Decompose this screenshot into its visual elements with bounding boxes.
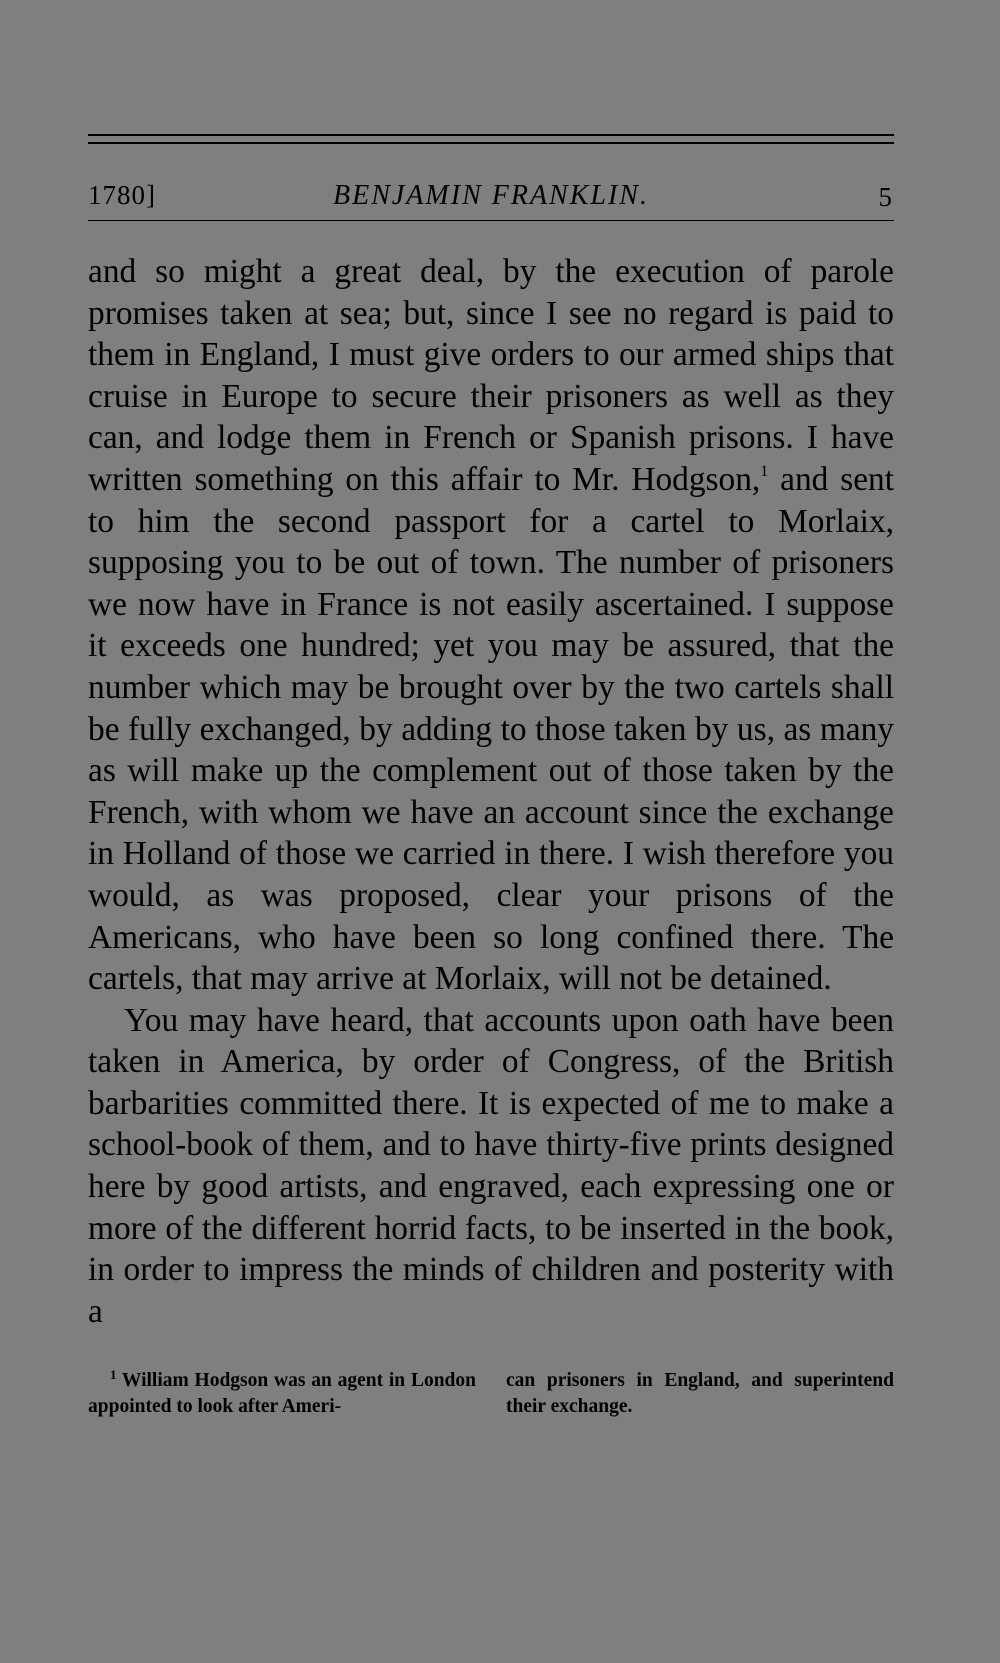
header-double-rule bbox=[88, 134, 894, 144]
paragraph-1-part-1: and so might a great deal, by the execution of parole promises taken at sea; but, since I see no regard is paid to them in England, I must give orders to our armed ships that cruise in Europe to secure their prisoners as well as they can, and lodge them in French or Spanish prisons. I have written something on this affair to Mr. Hodgson, bbox=[88, 253, 894, 498]
footnote-text-1: William Hodgson was an agent in London appointed to look after Ameri- bbox=[88, 1370, 476, 1418]
paragraph-1-part-2: and sent to him the second passport for a cartel to Morlaix, supposing you to be out of town. The number of prisoners we now have in France is not easily ascertained. I suppose it exceeds one hundred; yet you may be assured, that the number which may be brought over by the two cartels shall be fully exchanged, by adding to those taken by us, as many as will make up the complement out of those taken by the French, with whom we have an account since the exchange in Holland of those we carried in there. I wish therefore you would, as was proposed, clear your prisons of the Americans, who have been so long confined there. The cartels, that may arrive at Morlaix, will not be detained. bbox=[88, 460, 894, 998]
footnote-text-2: can prisoners in England, and superintend their exchange. bbox=[506, 1370, 894, 1418]
footnote bbox=[88, 1368, 894, 1420]
footnote-column-1 bbox=[88, 1368, 476, 1420]
paragraph-2: You may have heard, that accounts upon oath have been taken in America, by order of Congress, of the British barbarities committed there. It is expected of me to make a school-book of them, and to have thirty-five prints designed here by good artists, and engraved, each expressing one or more of the different horrid facts, to be inserted in the book, in order to impress the minds of children and posterity with a bbox=[88, 1001, 894, 1330]
running-head bbox=[88, 144, 894, 220]
body-text bbox=[88, 251, 894, 1332]
paragraph-1 bbox=[88, 251, 894, 1000]
page-number: 5 bbox=[878, 182, 892, 212]
footnote-reference: 1 bbox=[760, 462, 769, 480]
footnote-column-2 bbox=[506, 1368, 894, 1420]
running-head-year: 1780] bbox=[88, 180, 156, 210]
header-single-rule bbox=[88, 220, 894, 221]
running-head-title: BENJAMIN FRANKLIN. bbox=[333, 180, 649, 211]
footnote-marker: 1 bbox=[110, 1367, 117, 1383]
book-page bbox=[88, 134, 894, 1420]
